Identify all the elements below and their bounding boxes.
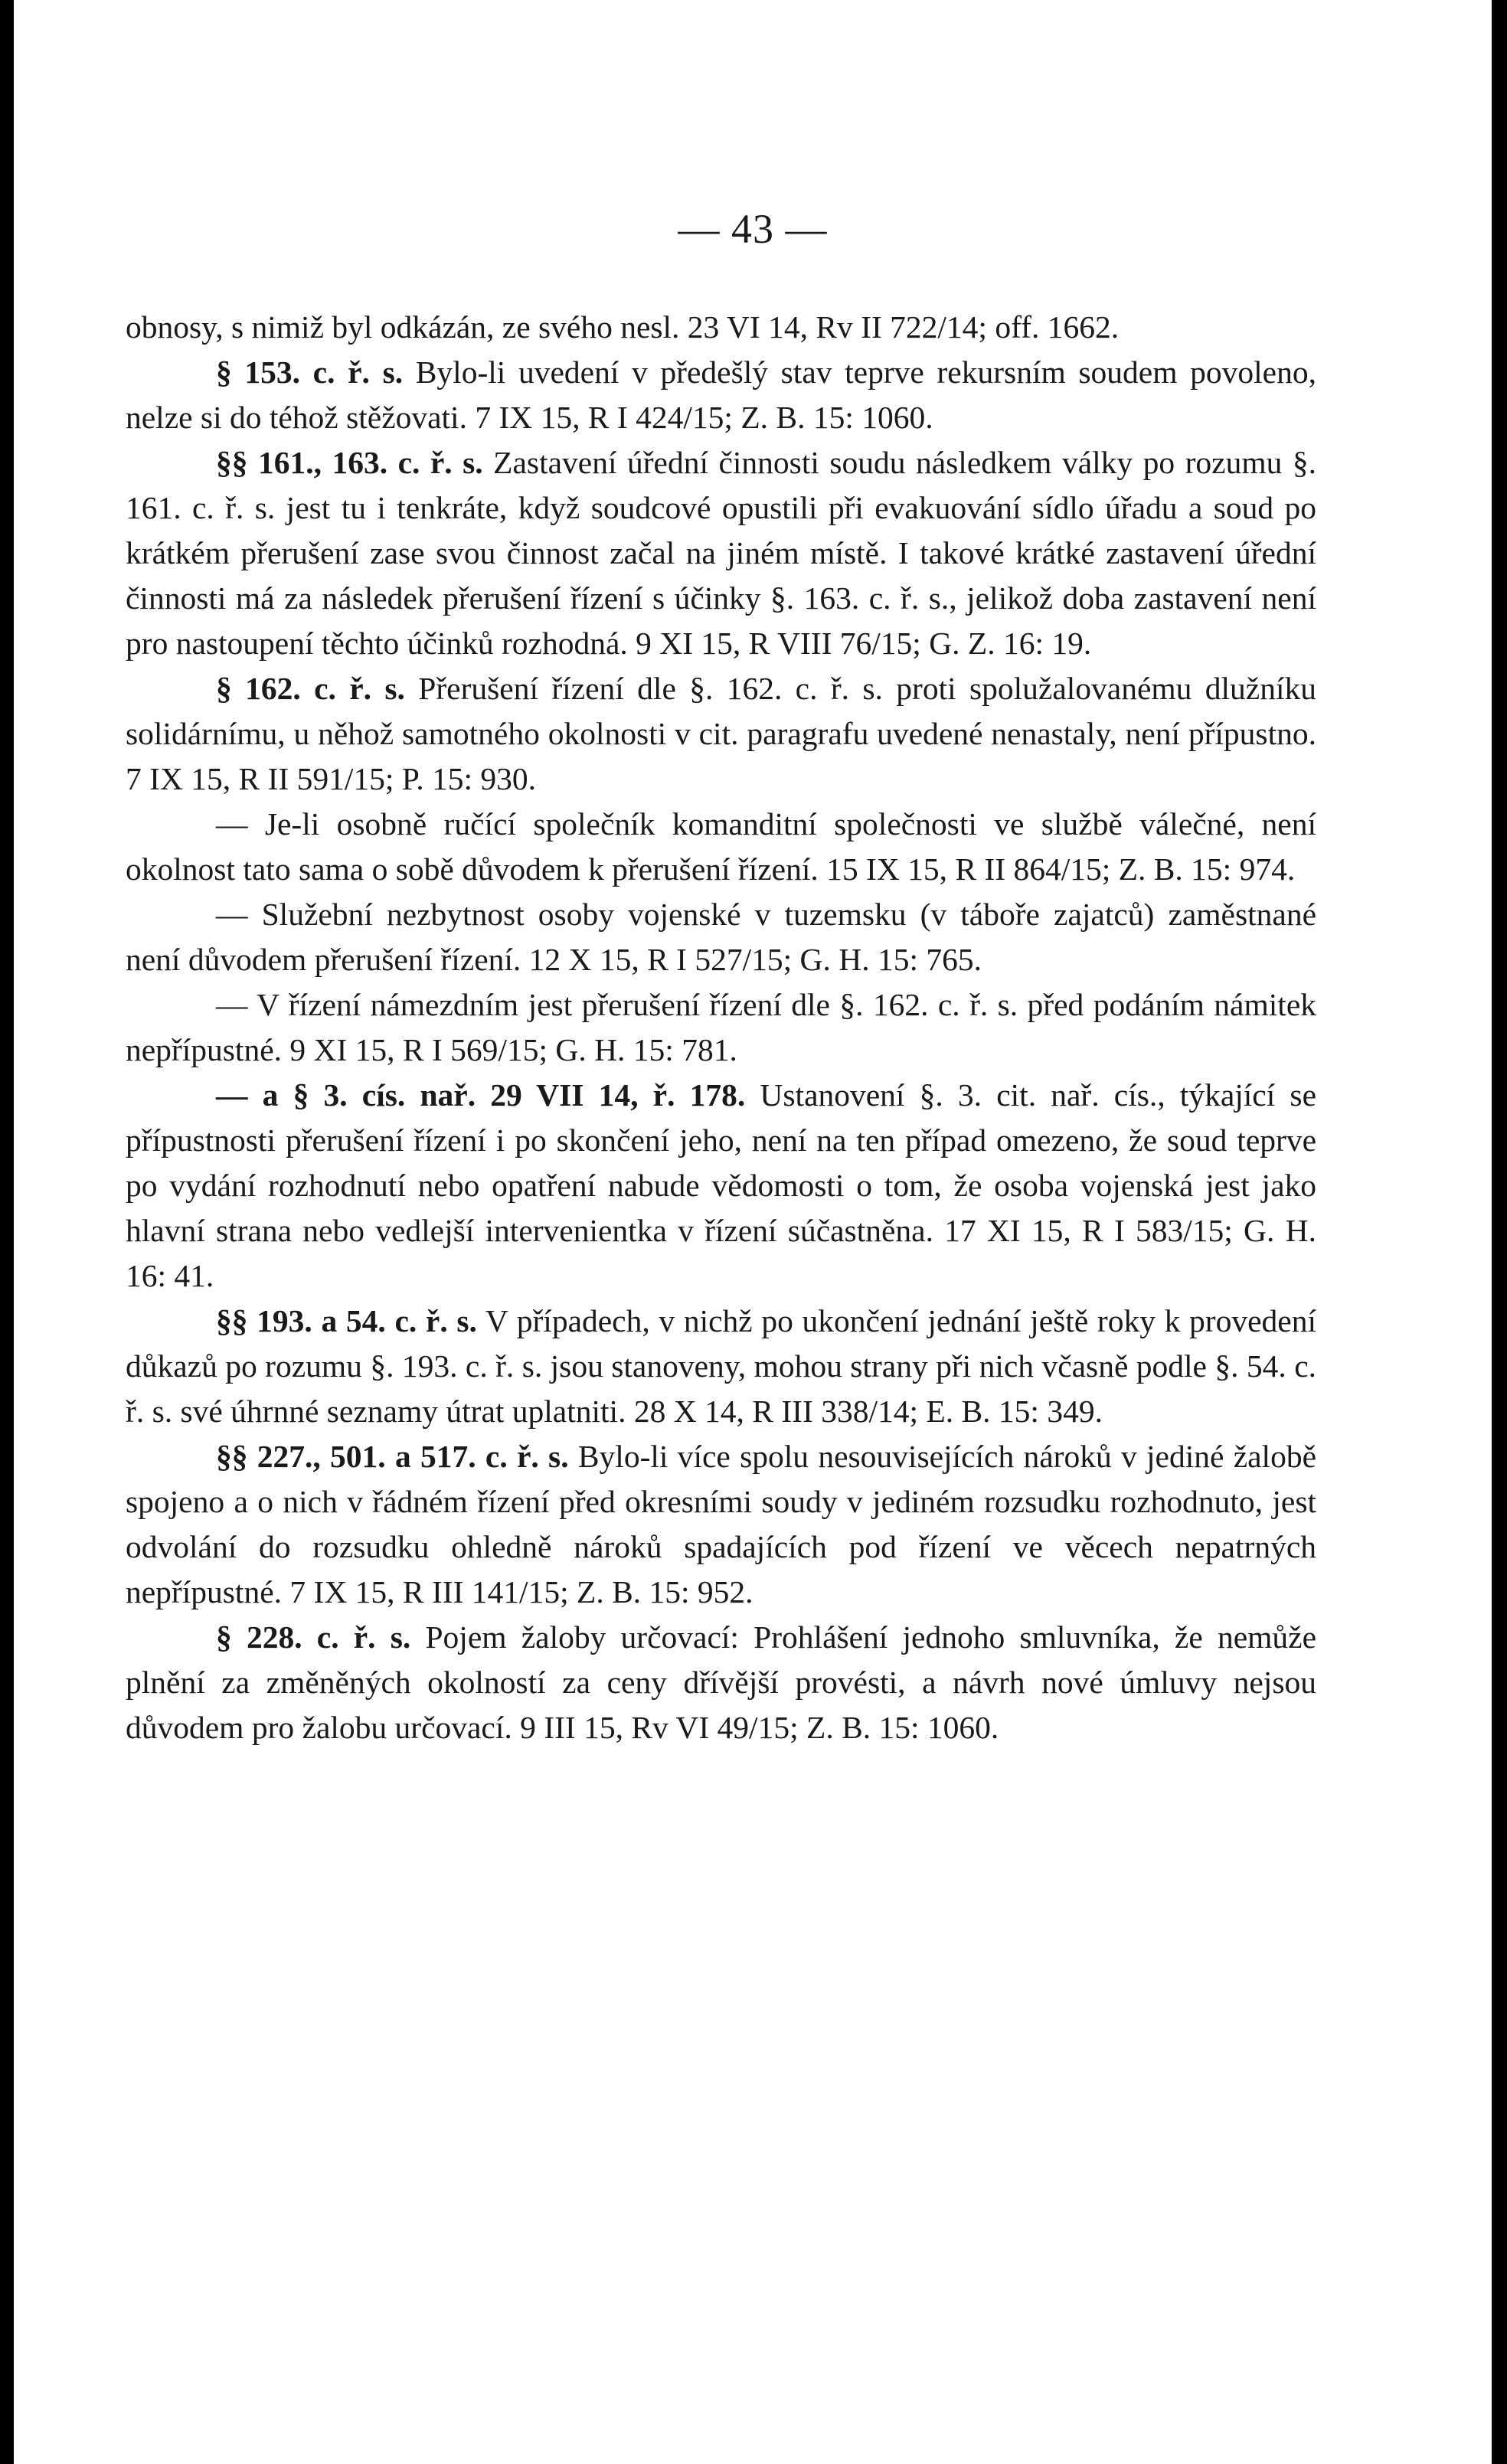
paragraph-text: Zastavení úřední činnosti soudu následkem války po rozumu §. 161. c. ř. s. jest tu i tenkráte, když soudcové opustili při evakuování sídlo úřadu a soud po krátkém přerušení zase svou činnost začal na jiném místě. I takové krátké zastavení úřední činnosti má za následek přerušení řízení s účinky §. 163. c. ř. s., jelikož doba zastavení není pro nastoupení těchto účinků rozhodná. 9 XI 15, R VIII 76/15; G. Z. 16: 19. bbox=[126, 445, 1316, 661]
paragraph-text: Ustanovení §. 3. cit. nař. cís., týkající se přípustnosti přerušení řízení i po skončení jeho, není na ten případ omezeno, že soud teprve po vydání rozhodnutí nebo opatření nabude vědomosti o tom, že osoba vojenská jest jako hlavní strana nebo vedlejší intervenientka v řízení súčastněna. 17 XI 15, R I 583/15; G. H. 16: 41. bbox=[126, 1077, 1317, 1293]
paragraph-4 bbox=[126, 802, 1316, 892]
paragraph-7 bbox=[126, 1073, 1316, 1299]
paragraph-10 bbox=[126, 1615, 1316, 1750]
paragraph-text: Bylo-li více spolu nesouvisejících nároků v jediné žalobě spojeno a o nich v řádném řízení před okresními soudy v jediném rozsudku rozhodnuto, jest odvolání do rozsudku ohledně nároků spadajících pod řízení ve věcech nepatrných nepřípustné. 7 IX 15, R III 141/15; Z. B. 15: 952. bbox=[126, 1439, 1316, 1609]
paragraph-5 bbox=[126, 892, 1316, 982]
paragraph-8 bbox=[126, 1299, 1316, 1434]
paragraph-9 bbox=[126, 1434, 1316, 1615]
paragraph-0 bbox=[126, 305, 1316, 350]
paragraph-text: Přerušení řízení dle §. 162. c. ř. s. proti spolužalovanému dlužníku solidárnímu, u něhož samotného okolnosti v cit. paragrafu uvedené nenastaly, není přípustno. 7 IX 15, R II 591/15; P. 15: 930. bbox=[126, 671, 1316, 796]
paragraph-6 bbox=[126, 982, 1316, 1073]
paragraph-text: Pojem žaloby určovací: Prohlášení jednoho smluvníka, že nemůže plnění za změněných okolností za ceny dřívější provésti, a návrh nové úmluvy nejsou důvodem pro žalobu určovací. 9 III 15, Rv VI 49/15; Z. B. 15: 1060. bbox=[126, 1619, 1316, 1745]
paragraph-2 bbox=[126, 440, 1316, 666]
paragraph-text: V případech, v nichž po ukončení jednání ještě roky k provedení důkazů po rozumu §. 193. c. ř. s. jsou stanoveny, mohou strany při nich včasně podle §. 54. c. ř. s. své úhrnné seznamy útrat uplatniti. 28 X 14, R III 338/14; E. B. 15: 349. bbox=[126, 1303, 1316, 1429]
page-number: — 43 — bbox=[678, 206, 828, 252]
legal-reference: § 153. c. ř. s. bbox=[216, 355, 404, 390]
page-body bbox=[126, 305, 1316, 1750]
legal-reference: §§ 193. a 54. c. ř. s. bbox=[216, 1303, 477, 1338]
paragraph-text: Bylo-li uvedení v předešlý stav teprve rekursním soudem povoleno, nelze si do téhož stěžovati. 7 IX 15, R I 424/15; Z. B. 15: 1060. bbox=[126, 355, 1316, 435]
legal-reference: — a § 3. cís. nař. 29 VII 14, ř. 178. bbox=[216, 1077, 746, 1113]
legal-reference: §§ 161., 163. c. ř. s. bbox=[216, 445, 483, 480]
paragraph-1 bbox=[126, 350, 1316, 440]
legal-reference: § 162. c. ř. s. bbox=[216, 671, 405, 706]
paragraph-text: — V řízení námezdním jest přerušení řízení dle §. 162. c. ř. s. před podáním námitek nepřípustné. 9 XI 15, R I 569/15; G. H. 15: 781. bbox=[126, 987, 1316, 1067]
legal-reference: §§ 227., 501. a 517. c. ř. s. bbox=[216, 1439, 569, 1474]
paragraph-text: obnosy, s nimiž byl odkázán, ze svého nesl. 23 VI 14, Rv II 722/14; off. 1662. bbox=[126, 309, 1120, 345]
paragraph-text: — Služební nezbytnost osoby vojenské v tuzemsku (v táboře zajatců) zaměstnané není důvodem přerušení řízení. 12 X 15, R I 527/15; G. H. 15: 765. bbox=[126, 897, 1316, 977]
paragraph-text: — Je-li osobně ručící společník komanditní společnosti ve službě válečné, není okolnost tato sama o sobě důvodem k přerušení řízení. 15 IX 15, R II 864/15; Z. B. 15: 974. bbox=[126, 806, 1316, 887]
legal-reference: § 228. c. ř. s. bbox=[216, 1619, 411, 1655]
paragraph-3 bbox=[126, 666, 1316, 802]
document-page bbox=[14, 0, 1492, 2464]
